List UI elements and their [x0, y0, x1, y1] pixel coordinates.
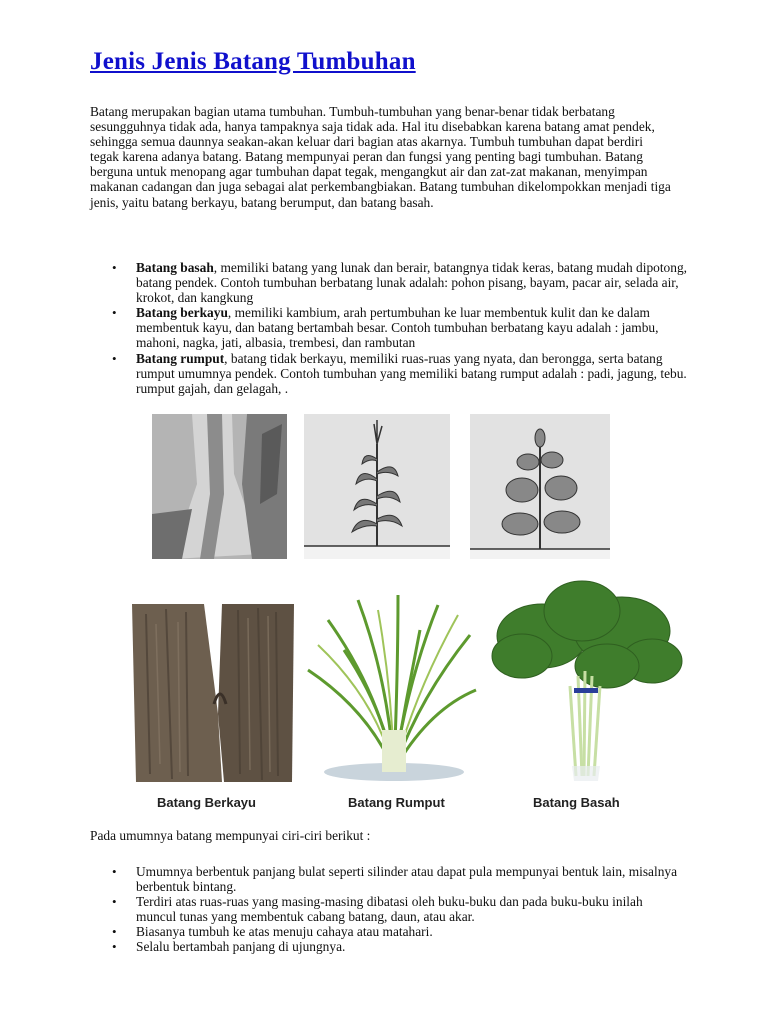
list-item — [112, 305, 687, 350]
bullet-icon: • — [112, 350, 117, 366]
type-term: Batang basah — [136, 260, 214, 275]
list-item — [112, 924, 682, 939]
type-text: , batang tidak berkayu, memiliki ruas-ruas yang nyata, dan berongga, serta batang rumput umumnya pendek. Contoh tumbuhan yang memiliki batang rumput adalah : padi, jagung, tebu. rumput gajah, dan gelagah, . — [136, 350, 687, 396]
herbaceous-stem-photo — [482, 576, 687, 782]
type-text: , memiliki kambium, arah pertumbuhan ke luar membentuk kulit dan ke dalam membentuk kayu, dan batang bertambah besar. Contoh tumbuhan berbatang kayu adalah : jambu, mahoni, nagka, jati, albasia, trembesi, dan rambutan — [136, 305, 659, 351]
list-item — [112, 260, 687, 305]
intro-paragraph: Batang merupakan bagian utama tumbuhan. Tumbuh-tumbuhan yang benar-benar tidak berbatang sesungguhnya tidak ada, hanya tampaknya saja tidak ada. Hal itu disebabkan karena batang amat pendek, sehingga semua daunnya seakan-akan keluar dari bagian atas akarnya. Tumbuh tumbuhan dapat berdiri tegak karena adanya batang. Batang mempunyai peran dan fungsi yang penting bagi tumbuhan. Batang berguna untuk menopang agar tumbuhan dapat tegak, mengangkut air dan zat-zat makanan, menyimpan makanan cadangan dan juga sebagai alat perkembangbiakan. Batang tumbuhan dikelompokkan menjadi tiga jenis, yaitu batang berkayu, batang berumput, dan batang basah. — [90, 104, 671, 210]
bullet-icon: • — [112, 924, 117, 940]
caption-herbaceous: Batang Basah — [533, 795, 620, 810]
bullet-icon: • — [112, 305, 117, 321]
trait-text: Biasanya tumbuh ke atas menuju cahaya atau matahari. — [136, 924, 433, 940]
bullet-icon: • — [112, 260, 117, 275]
list-item — [112, 864, 682, 894]
caption-grass: Batang Rumput — [348, 795, 445, 810]
type-term: Batang rumput — [136, 350, 225, 366]
caption-woody: Batang Berkayu — [157, 795, 256, 810]
trait-text: Umumnya berbentuk panjang bulat seperti silinder atau dapat pula mempunyai bentuk lain, misalnya berbentuk bintang. — [136, 864, 678, 895]
traits-intro: Pada umumnya batang mempunyai ciri-ciri berikut : — [90, 828, 371, 843]
page-title[interactable]: Jenis Jenis Batang Tumbuhan — [90, 48, 416, 75]
type-term: Batang berkayu — [136, 305, 228, 321]
trait-text: Selalu bertambah panjang di ujungnya. — [136, 939, 346, 955]
tree-trunk-photo — [152, 414, 287, 559]
type-text: , memiliki batang yang lunak dan berair, batangnya tidak keras, batang mudah dipotong, batang pendek. Contoh tumbuhan berbatang lunak adalah: pohon pisang, bayam, pacar air, selada air, krokot, dan kangkung — [136, 260, 687, 306]
stem-traits-list — [112, 864, 682, 955]
bullet-icon: • — [112, 939, 117, 955]
bullet-icon: • — [112, 894, 117, 910]
document-page — [90, 48, 690, 210]
stem-types-list — [112, 260, 687, 396]
herb-drawing — [470, 414, 610, 559]
list-item — [112, 939, 682, 954]
list-item — [112, 894, 682, 924]
list-item — [112, 351, 687, 396]
bullet-icon: • — [112, 864, 117, 879]
woody-stem-photo — [126, 604, 298, 782]
grass-stem-photo — [298, 590, 480, 782]
corn-drawing — [304, 414, 450, 559]
trait-text: Terdiri atas ruas-ruas yang masing-masing dibatasi oleh buku-buku dan pada buku-buku inilah muncul tunas yang membentuk cabang batang, daun, atau akar. — [136, 894, 643, 925]
